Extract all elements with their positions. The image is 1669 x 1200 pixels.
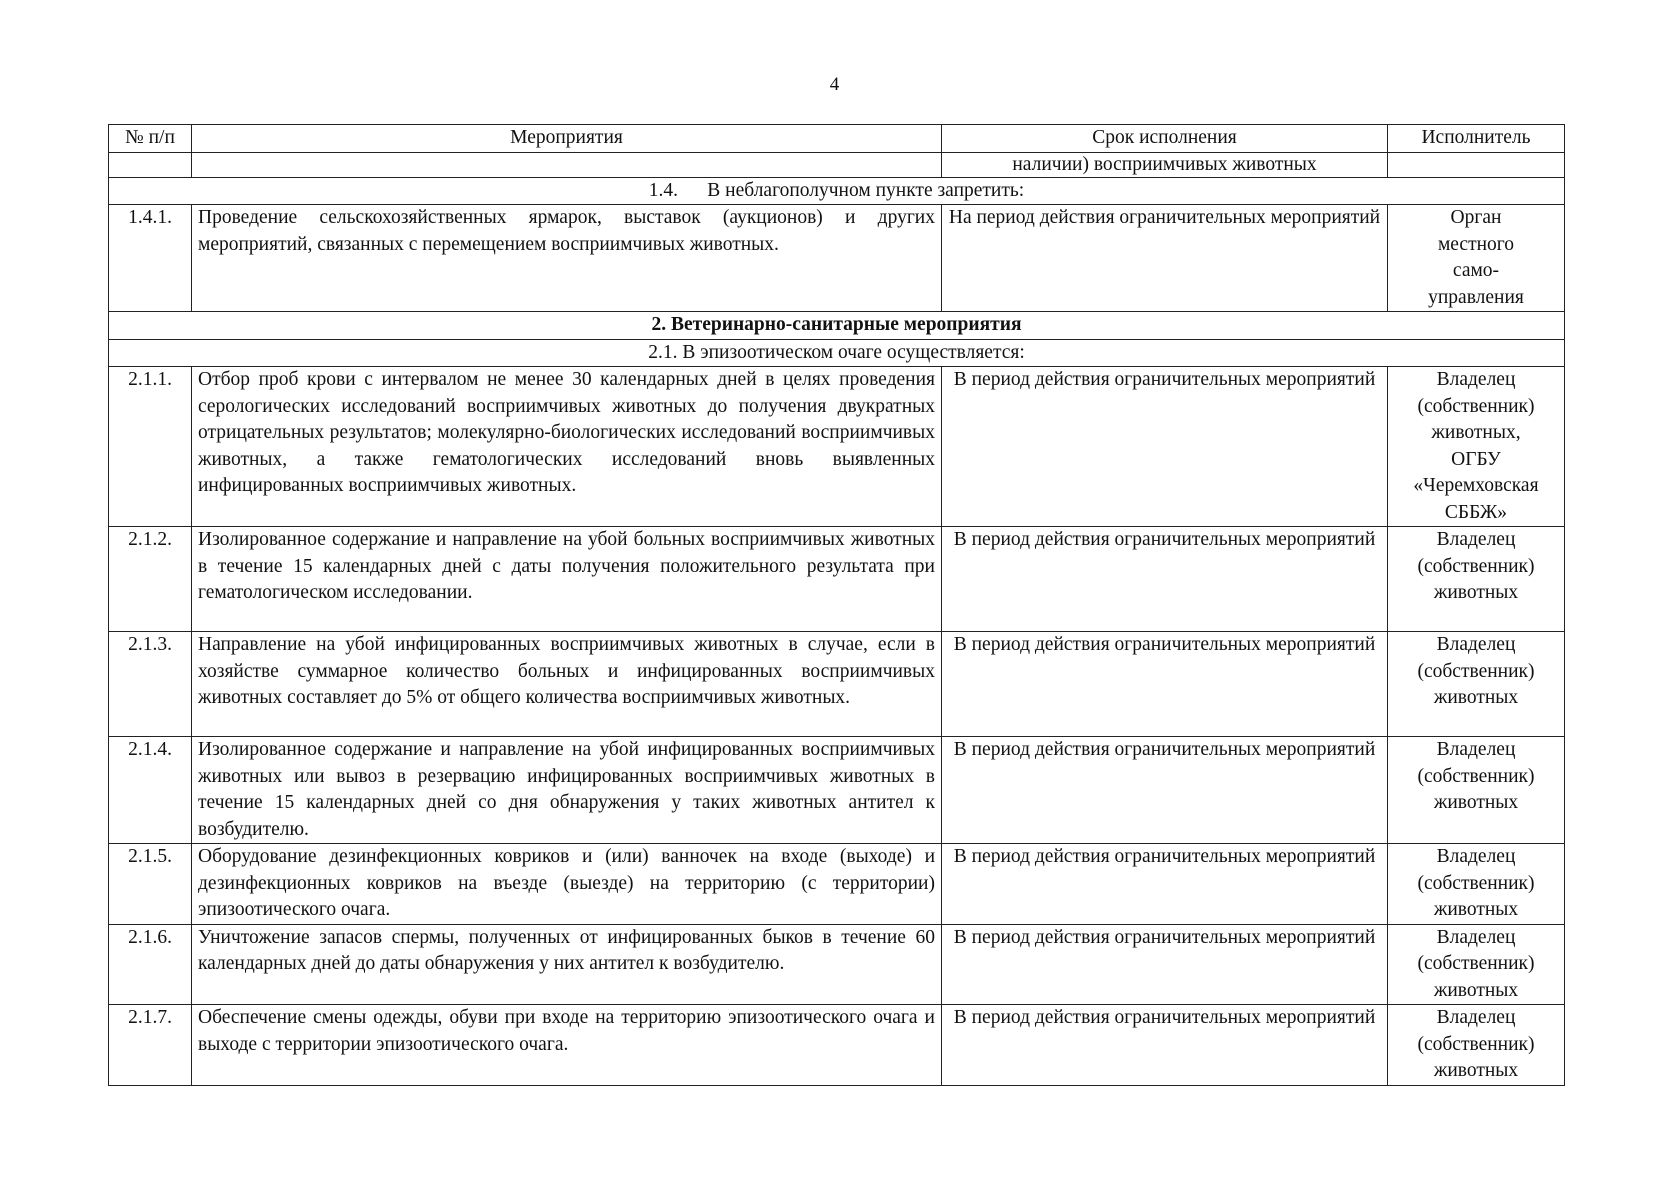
- row-action: Отбор проб крови с интервалом не менее 30 календарных дней в целях проведения серологических исследований восприимчивых животных до получения двукратных отрицательных результатов; молекулярно-биологических исследований восприимчивых животных, а также гематологических исследований вновь выявленных инфицированных восприимчивых животных.: [192, 367, 942, 527]
- row-number: 1.4.1.: [109, 205, 192, 312]
- row-number: 2.1.6.: [109, 924, 192, 1005]
- row-term: В период действия ограничительных мероприятий: [942, 527, 1388, 632]
- section-heading-1-4: 1.4. В неблагополучном пункте запретить:: [109, 177, 1565, 205]
- row-action: Обеспечение смены одежды, обуви при входе на территорию эпизоотического очага и выходе с территории эпизоотического очага.: [192, 1005, 942, 1086]
- table-row: [109, 844, 1565, 925]
- continuation-term: наличии) восприимчивых животных: [942, 152, 1388, 177]
- table-row: [109, 632, 1565, 737]
- page-number: 4: [829, 74, 840, 95]
- row-term: В период действия ограничительных мероприятий: [942, 1005, 1388, 1086]
- row-executor: Владелец (собственник) животных: [1388, 632, 1565, 737]
- row-action: Направление на убой инфицированных восприимчивых животных в случае, если в хозяйстве суммарное количество больных и инфицированных восприимчивых животных составляет до 5% от общего количества восприимчивых животных.: [192, 632, 942, 737]
- table-row: [109, 367, 1565, 527]
- row-number: 2.1.2.: [109, 527, 192, 632]
- row-executor: Владелец (собственник) животных: [1388, 1005, 1565, 1086]
- row-action: Изолированное содержание и направление на убой больных восприимчивых животных в течение 15 календарных дней с даты получения положительного результата при гематологическом исследовании.: [192, 527, 942, 632]
- header-term: Срок исполнения: [942, 125, 1388, 153]
- row-action: Оборудование дезинфекционных ковриков и (или) ванночек на входе (выходе) и дезинфекционных ковриков на въезде (выезде) на территорию (с территории) эпизоотического очага.: [192, 844, 942, 925]
- row-term: На период действия ограничительных мероприятий: [942, 205, 1388, 312]
- header-action: Мероприятия: [192, 125, 942, 153]
- row-number: 2.1.3.: [109, 632, 192, 737]
- row-executor: Владелец (собственник) животных: [1388, 737, 1565, 844]
- row-number: 2.1.5.: [109, 844, 192, 925]
- row-term: В период действия ограничительных мероприятий: [942, 737, 1388, 844]
- header-num: № п/п: [109, 125, 192, 153]
- table-row: [109, 1005, 1565, 1086]
- row-action: Изолированное содержание и направление на убой инфицированных восприимчивых животных или вывоз в резервацию инфицированных восприимчивых животных в течение 15 календарных дней со дня обнаружения у таких животных антител к возбудителю.: [192, 737, 942, 844]
- row-executor: Орган местного само- управления: [1388, 205, 1565, 312]
- measures-table: [108, 124, 1565, 1086]
- row-action: Проведение сельскохозяйственных ярмарок, выставок (аукционов) и других мероприятий, связанных с перемещением восприимчивых животных.: [192, 205, 942, 312]
- row-term: В период действия ограничительных мероприятий: [942, 367, 1388, 527]
- continuation-row: [109, 152, 1565, 177]
- table-header-row: [109, 125, 1565, 153]
- table-row: [109, 737, 1565, 844]
- table-row: [109, 205, 1565, 312]
- row-number: 2.1.4.: [109, 737, 192, 844]
- header-executor: Исполнитель: [1388, 125, 1565, 153]
- row-term: В период действия ограничительных мероприятий: [942, 632, 1388, 737]
- section-heading-2: 2. Ветеринарно-санитарные мероприятия: [109, 312, 1565, 340]
- row-number: 2.1.1.: [109, 367, 192, 527]
- table-row: [109, 924, 1565, 1005]
- row-number: 2.1.7.: [109, 1005, 192, 1086]
- row-executor: Владелец (собственник) животных, ОГБУ «Черемховская СББЖ»: [1388, 367, 1565, 527]
- row-term: В период действия ограничительных мероприятий: [942, 924, 1388, 1005]
- row-executor: Владелец (собственник) животных: [1388, 924, 1565, 1005]
- row-executor: Владелец (собственник) животных: [1388, 844, 1565, 925]
- row-action: Уничтожение запасов спермы, полученных от инфицированных быков в течение 60 календарных дней до даты обнаружения у них антител к возбудителю.: [192, 924, 942, 1005]
- table-row: [109, 527, 1565, 632]
- row-executor: Владелец (собственник) животных: [1388, 527, 1565, 632]
- section-heading-2-1: 2.1. В эпизоотическом очаге осуществляется:: [109, 339, 1565, 367]
- row-term: В период действия ограничительных мероприятий: [942, 844, 1388, 925]
